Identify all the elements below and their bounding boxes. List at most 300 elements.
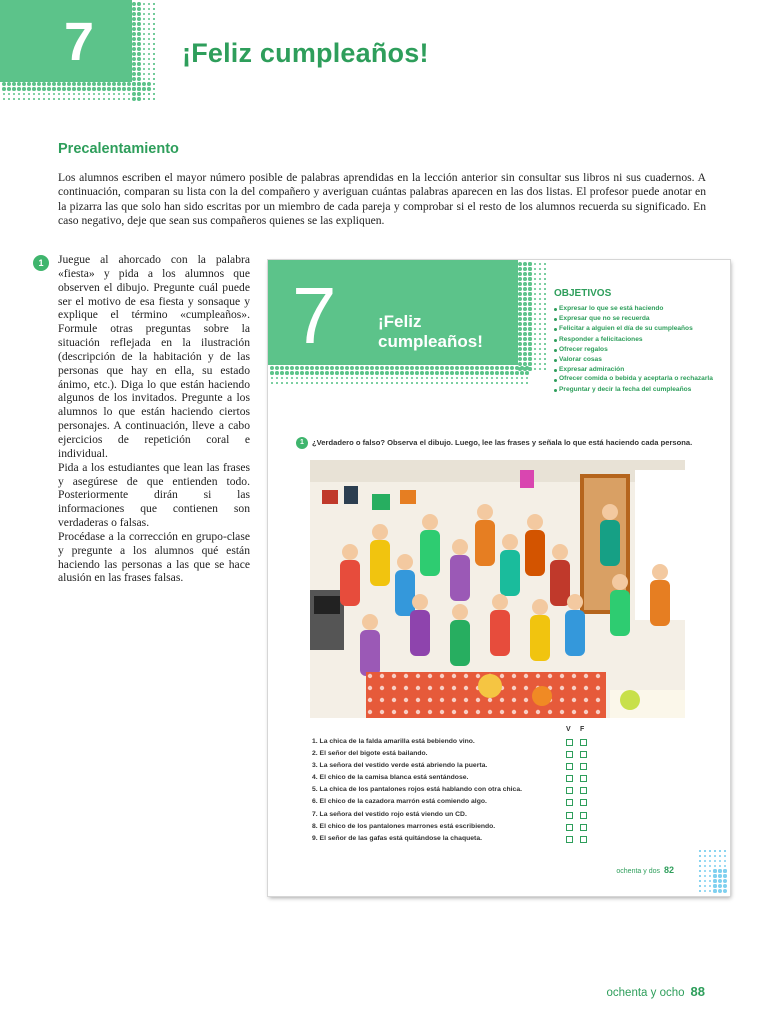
halftone-dot xyxy=(544,318,546,320)
halftone-dot xyxy=(153,8,154,9)
halftone-dot xyxy=(534,288,537,291)
chapter-badge xyxy=(0,0,160,108)
halftone-dot xyxy=(301,382,303,384)
halftone-dot xyxy=(521,377,524,380)
tablecloth-dot xyxy=(440,698,444,702)
halftone-dot xyxy=(528,262,531,265)
halftone-dot xyxy=(523,317,527,321)
halftone-dot xyxy=(481,382,483,384)
halftone-dot xyxy=(416,377,419,380)
halftone-dot xyxy=(42,87,46,91)
halftone-dot xyxy=(148,13,150,15)
halftone-dot xyxy=(511,377,514,380)
tablecloth-dot xyxy=(596,674,600,678)
halftone-dot xyxy=(526,382,528,384)
halftone-dot xyxy=(137,27,141,31)
halftone-dot xyxy=(133,98,135,100)
halftone-dot xyxy=(148,98,150,100)
halftone-dot xyxy=(539,283,541,285)
halftone-dot xyxy=(128,98,130,100)
halftone-dot xyxy=(77,87,81,91)
halftone-dot xyxy=(13,98,15,100)
halftone-dot xyxy=(704,860,706,862)
tablecloth-dot xyxy=(368,698,372,702)
tablecloth-dot xyxy=(560,686,564,690)
halftone-dot xyxy=(8,98,10,100)
statement-text: 9. El señor de las gafas está quitándose la chaqueta. xyxy=(312,834,482,842)
halftone-dot xyxy=(528,317,531,320)
halftone-dot xyxy=(461,377,464,380)
true-column-label: V xyxy=(566,726,571,733)
halftone-dot xyxy=(68,93,71,96)
halftone-dot xyxy=(534,353,537,356)
objective-item: Ofrecer regalos xyxy=(554,345,714,355)
true-checkbox[interactable] xyxy=(566,812,573,819)
halftone-dot xyxy=(719,860,721,862)
halftone-dot xyxy=(42,82,46,86)
tablecloth-dot xyxy=(452,686,456,690)
halftone-dot xyxy=(405,366,409,370)
halftone-dot xyxy=(153,38,154,39)
halftone-dot xyxy=(336,377,339,380)
halftone-dot xyxy=(723,884,727,888)
halftone-dot xyxy=(476,382,478,384)
false-checkbox[interactable] xyxy=(580,751,587,758)
halftone-dot xyxy=(431,377,434,380)
halftone-dot xyxy=(346,377,349,380)
halftone-dot xyxy=(410,371,414,375)
tablecloth-dot xyxy=(524,698,528,702)
halftone-dot xyxy=(32,82,36,86)
halftone-dot xyxy=(544,298,546,300)
halftone-dot xyxy=(544,323,546,325)
halftone-dot xyxy=(544,283,546,285)
halftone-dot xyxy=(539,263,541,265)
halftone-dot xyxy=(518,287,522,291)
tablecloth-dot xyxy=(512,674,516,678)
halftone-dot xyxy=(480,366,484,370)
halftone-dot xyxy=(709,875,712,878)
true-checkbox[interactable] xyxy=(566,787,573,794)
person-head xyxy=(532,599,548,615)
halftone-dot xyxy=(270,371,274,375)
halftone-dot xyxy=(390,366,394,370)
halftone-dot xyxy=(290,366,294,370)
halftone-dot xyxy=(528,302,531,305)
halftone-dot xyxy=(699,880,700,881)
halftone-dot xyxy=(132,17,136,21)
true-checkbox[interactable] xyxy=(566,763,573,770)
halftone-dot xyxy=(275,366,279,370)
halftone-dot xyxy=(132,87,136,91)
halftone-dot xyxy=(539,363,541,365)
halftone-dot xyxy=(466,377,469,380)
halftone-dot xyxy=(22,87,26,91)
thumb-page-footer xyxy=(616,865,674,875)
halftone-dot xyxy=(122,87,126,91)
halftone-dot xyxy=(523,312,527,316)
halftone-dot xyxy=(534,263,537,266)
halftone-dot xyxy=(340,371,344,375)
halftone-dot xyxy=(137,2,141,6)
halftone-dot xyxy=(713,869,716,872)
page-footer xyxy=(607,984,705,999)
halftone-dot xyxy=(128,93,131,96)
halftone-dot xyxy=(470,371,474,375)
halftone-dot xyxy=(153,23,154,24)
halftone-dot xyxy=(83,93,86,96)
halftone-dot xyxy=(370,366,374,370)
halftone-dot xyxy=(143,68,146,71)
halftone-dot xyxy=(471,377,474,380)
halftone-dot xyxy=(534,358,537,361)
halftone-dot xyxy=(102,87,106,91)
halftone-dot xyxy=(544,368,546,370)
chapter-number: 7 xyxy=(64,12,95,72)
halftone-dot xyxy=(325,366,329,370)
halftone-dot xyxy=(148,18,150,20)
halftone-dot xyxy=(534,293,537,296)
halftone-dot xyxy=(704,885,706,887)
halftone-dot xyxy=(515,371,519,375)
halftone-dot xyxy=(445,371,449,375)
thumb-footer-text: ochenta y dos xyxy=(616,868,660,875)
halftone-dot xyxy=(137,17,141,21)
halftone-dot xyxy=(709,885,712,888)
halftone-dot xyxy=(2,82,6,86)
tablecloth-dot xyxy=(476,674,480,678)
halftone-dot xyxy=(534,278,537,281)
statement-text: 8. El chico de los pantalones marrones está escribiendo. xyxy=(312,822,496,830)
halftone-dot xyxy=(534,303,537,306)
thumb-chapter-number: 7 xyxy=(292,271,337,360)
halftone-dot xyxy=(270,366,274,370)
halftone-dot xyxy=(325,371,329,375)
halftone-dot xyxy=(37,82,41,86)
halftone-dot xyxy=(506,382,508,384)
person-figure xyxy=(395,570,415,616)
false-checkbox[interactable] xyxy=(580,824,587,831)
halftone-dot xyxy=(92,87,96,91)
false-checkbox[interactable] xyxy=(580,775,587,782)
halftone-dot xyxy=(539,273,541,275)
thumb-chapter-title: ¡Feliz cumpleaños! xyxy=(378,312,483,351)
halftone-dot xyxy=(132,7,136,11)
halftone-dot xyxy=(143,23,146,26)
halftone-dot xyxy=(528,327,531,330)
halftone-dot xyxy=(153,3,154,4)
halftone-dot xyxy=(87,82,91,86)
halftone-dot xyxy=(539,308,541,310)
halftone-dot xyxy=(526,377,529,380)
halftone-dot xyxy=(300,371,304,375)
halftone-dot xyxy=(137,67,141,71)
person-head xyxy=(372,524,388,540)
halftone-dot xyxy=(518,297,522,301)
halftone-dot xyxy=(386,382,388,384)
halftone-dot xyxy=(544,308,546,310)
halftone-dot xyxy=(455,371,459,375)
halftone-dot xyxy=(281,377,284,380)
halftone-dot xyxy=(296,377,299,380)
halftone-dot xyxy=(72,87,76,91)
tablecloth-dot xyxy=(584,710,588,714)
halftone-dot xyxy=(286,377,289,380)
halftone-dot xyxy=(153,63,154,64)
person-figure xyxy=(550,560,570,606)
person-figure xyxy=(650,580,670,626)
halftone-dot xyxy=(148,38,150,40)
person-figure xyxy=(370,540,390,586)
halftone-dot xyxy=(534,328,537,331)
halftone-dot xyxy=(306,382,308,384)
halftone-dot xyxy=(528,342,531,345)
halftone-dot xyxy=(539,323,541,325)
halftone-dot xyxy=(496,382,498,384)
halftone-dot xyxy=(63,93,66,96)
halftone-dot xyxy=(311,382,313,384)
halftone-dot xyxy=(451,382,453,384)
true-checkbox[interactable] xyxy=(566,739,573,746)
notes-paragraph: Juegue al ahorcado con la palabra «fiesta» y pida a los alumnos que observen el dibujo. Pregunte cuál puede ser el motivo de esa fiesta y sonsaque y explique el término «cumpleaños». Formule otras preguntas sobre la situación reflejada en la ilustración (descripción de la habitación y de las personas que hay en ella, su estado ánimo, etc.). Diga lo que están haciendo algunos de los invitados. Pregunte a los alumnos lo que están haciendo ciertos personajes. A continuación, lleve a cabo ejercicios de repetición coral e individual. xyxy=(58,253,250,460)
halftone-dot xyxy=(539,293,541,295)
tablecloth-dot xyxy=(524,686,528,690)
page-number: 88 xyxy=(690,984,705,999)
halftone-dot xyxy=(450,371,454,375)
person-head xyxy=(602,504,618,520)
true-checkbox[interactable] xyxy=(566,799,573,806)
halftone-dot xyxy=(510,371,514,375)
halftone-dot xyxy=(132,22,136,26)
halftone-dot xyxy=(38,98,40,100)
tablecloth-dot xyxy=(512,710,516,714)
halftone-dot xyxy=(132,77,136,81)
halftone-dot xyxy=(63,98,65,100)
halftone-dot xyxy=(291,382,293,384)
person-figure xyxy=(610,590,630,636)
step-marker: 1 xyxy=(33,255,49,271)
halftone-dot xyxy=(137,72,141,76)
halftone-dot xyxy=(138,98,140,100)
halftone-dot xyxy=(137,22,141,26)
halftone-dot xyxy=(528,297,531,300)
halftone-dot xyxy=(400,371,404,375)
halftone-dot xyxy=(320,371,324,375)
halftone-dot xyxy=(93,93,96,96)
statement-item xyxy=(312,760,702,772)
false-checkbox[interactable] xyxy=(580,836,587,843)
halftone-dot xyxy=(544,338,546,340)
halftone-dot xyxy=(704,880,706,882)
halftone-dot xyxy=(93,98,95,100)
halftone-dot xyxy=(371,377,374,380)
halftone-dot xyxy=(539,268,541,270)
halftone-dot xyxy=(98,93,101,96)
tablecloth-dot xyxy=(512,686,516,690)
halftone-dot xyxy=(490,366,494,370)
tablecloth-dot xyxy=(380,674,384,678)
halftone-dot xyxy=(518,292,522,296)
false-checkbox[interactable] xyxy=(580,812,587,819)
halftone-dot xyxy=(350,366,354,370)
halftone-dot xyxy=(311,377,314,380)
halftone-dot xyxy=(518,282,522,286)
halftone-dot xyxy=(544,263,546,265)
halftone-dot xyxy=(534,363,537,366)
halftone-dot xyxy=(103,98,105,100)
halftone-dot xyxy=(699,865,700,866)
halftone-dot xyxy=(724,855,726,857)
halftone-dot xyxy=(346,382,348,384)
false-checkbox[interactable] xyxy=(580,763,587,770)
halftone-dot xyxy=(360,371,364,375)
true-checkbox[interactable] xyxy=(566,836,573,843)
halftone-dot xyxy=(143,48,146,51)
halftone-dot xyxy=(148,78,150,80)
halftone-dot xyxy=(714,860,716,862)
halftone-dot xyxy=(699,890,700,891)
exercise-instruction: ¿Verdadero o falso? Observa el dibujo. Luego, lee las frases y señala lo que está haciendo cada persona. xyxy=(312,438,693,447)
halftone-dot xyxy=(523,332,527,336)
halftone-dot xyxy=(132,57,136,61)
halftone-dot xyxy=(82,82,86,86)
tablecloth-dot xyxy=(416,686,420,690)
halftone-dot xyxy=(341,377,344,380)
halftone-dot xyxy=(528,347,531,350)
halftone-dot xyxy=(713,874,716,877)
false-checkbox[interactable] xyxy=(580,799,587,806)
halftone-dot xyxy=(153,48,154,49)
notes-paragraph: Procédase a la corrección en grupo-clase y pregunte a los alumnos qué están haciendo las personas a las que se hace alusión en las frases falsas. xyxy=(58,529,250,585)
halftone-dot xyxy=(435,371,439,375)
halftone-dot xyxy=(518,352,522,356)
false-checkbox[interactable] xyxy=(580,787,587,794)
halftone-dot xyxy=(411,377,414,380)
halftone-dot xyxy=(704,855,706,857)
halftone-dot xyxy=(113,93,116,96)
halftone-dot xyxy=(8,93,11,96)
tablecloth-dot xyxy=(572,698,576,702)
tablecloth-dot xyxy=(464,686,468,690)
halftone-dot xyxy=(276,377,279,380)
halftone-dot xyxy=(420,371,424,375)
halftone-dot xyxy=(396,377,399,380)
halftone-dot xyxy=(335,366,339,370)
halftone-dot xyxy=(518,262,522,266)
objective-item: Valorar cosas xyxy=(554,355,714,365)
statement-list xyxy=(312,736,702,845)
tablecloth-dot xyxy=(596,686,600,690)
halftone-dot xyxy=(370,371,374,375)
halftone-dot xyxy=(366,382,368,384)
halftone-dot xyxy=(52,87,56,91)
halftone-dot xyxy=(23,93,26,96)
halftone-dot xyxy=(300,366,304,370)
halftone-dot xyxy=(92,82,96,86)
halftone-dot xyxy=(486,377,489,380)
halftone-dot xyxy=(465,366,469,370)
halftone-dot xyxy=(326,377,329,380)
halftone-dot xyxy=(518,347,522,351)
person-head xyxy=(452,604,468,620)
halftone-dot xyxy=(523,342,527,346)
tablecloth-dot xyxy=(368,674,372,678)
halftone-dot xyxy=(539,288,541,290)
halftone-dot xyxy=(724,860,726,862)
halftone-dot xyxy=(341,382,343,384)
student-page-thumbnail xyxy=(268,260,730,896)
person-head xyxy=(452,539,468,555)
person-head xyxy=(492,594,508,610)
halftone-dot xyxy=(33,93,36,96)
halftone-dot xyxy=(534,283,537,286)
halftone-dot xyxy=(491,377,494,380)
halftone-dot xyxy=(465,371,469,375)
halftone-dot xyxy=(385,371,389,375)
halftone-dot xyxy=(539,353,541,355)
tablecloth-dot xyxy=(404,686,408,690)
halftone-dot xyxy=(528,332,531,335)
tablecloth-dot xyxy=(596,698,600,702)
halftone-dot xyxy=(714,850,715,851)
halftone-dot xyxy=(153,98,154,99)
halftone-dot xyxy=(137,82,141,86)
warmup-heading: Precalentamiento xyxy=(58,141,179,157)
halftone-dot xyxy=(470,366,474,370)
halftone-dot xyxy=(518,327,522,331)
true-checkbox[interactable] xyxy=(566,775,573,782)
halftone-dot xyxy=(446,382,448,384)
halftone-dot xyxy=(365,366,369,370)
tablecloth-dot xyxy=(464,674,468,678)
false-checkbox[interactable] xyxy=(580,739,587,746)
halftone-dot xyxy=(33,98,35,100)
halftone-dot xyxy=(361,382,363,384)
halftone-dot xyxy=(137,47,141,51)
halftone-dot xyxy=(395,366,399,370)
tablecloth-dot xyxy=(596,710,600,714)
halftone-dot xyxy=(345,371,349,375)
halftone-dot xyxy=(306,377,309,380)
halftone-dot xyxy=(723,869,726,872)
halftone-dot xyxy=(58,98,60,100)
halftone-dot xyxy=(528,292,531,295)
halftone-dot xyxy=(528,277,531,280)
true-checkbox[interactable] xyxy=(566,751,573,758)
halftone-dot xyxy=(43,98,45,100)
halftone-dot xyxy=(118,93,121,96)
halftone-dot xyxy=(441,382,443,384)
tablecloth-dot xyxy=(548,710,552,714)
halftone-dot xyxy=(395,371,399,375)
halftone-dot xyxy=(718,874,721,877)
halftone-dot xyxy=(143,93,146,96)
true-checkbox[interactable] xyxy=(566,824,573,831)
tablecloth-dot xyxy=(452,710,456,714)
halftone-dot xyxy=(143,38,146,41)
party-illustration xyxy=(310,460,685,718)
halftone-dot xyxy=(544,363,546,365)
person-figure xyxy=(490,610,510,656)
halftone-dot xyxy=(132,67,136,71)
halftone-dot xyxy=(724,865,727,868)
halftone-dot xyxy=(77,82,81,86)
halftone-dot xyxy=(518,307,522,311)
halftone-dot xyxy=(421,382,423,384)
halftone-dot xyxy=(405,371,409,375)
objective-item: Responder a felicitaciones xyxy=(554,335,714,345)
tablecloth-dot xyxy=(536,674,540,678)
